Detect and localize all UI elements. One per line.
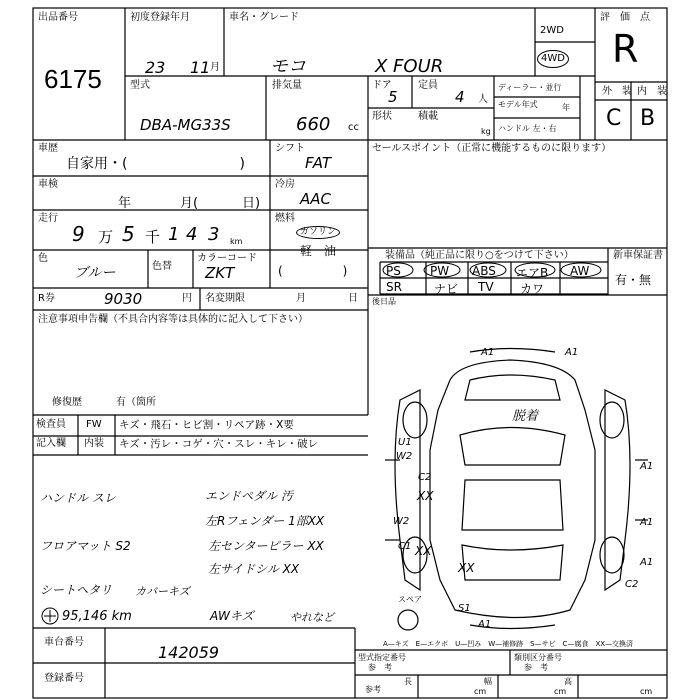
mark-a1-bottom: A1 (478, 619, 492, 630)
interior-value: B (640, 106, 656, 131)
inspection-month-unit: 月( (180, 196, 199, 211)
width-cm: cm (554, 687, 567, 696)
displacement-value: 660 (296, 114, 331, 135)
inspection-label: 車検 (38, 179, 58, 190)
fw-items: キズ・飛石・ヒビ割・リペア跡・X要 (119, 419, 294, 431)
equip-sr: SR (386, 280, 402, 294)
grade-label: 評 価 点 (600, 12, 650, 23)
mark-c2-rear: C2 (625, 579, 639, 590)
note-floormat: フロアマット S2 (40, 539, 131, 553)
color-value: ブルー (74, 265, 116, 281)
mileage-unit: km (230, 237, 243, 246)
history-value: 自家用・( ) (66, 156, 245, 172)
door-value: 5 (388, 88, 398, 106)
recycle-value: 9030 (104, 290, 143, 308)
note-steering: ハンドル スレ (40, 491, 116, 505)
recycle-label: R券 (38, 293, 55, 304)
inspector-label-1: 検査員 (36, 419, 66, 430)
drive-2wd: 2WD (540, 25, 564, 36)
lot-number: 6175 (44, 64, 102, 94)
mark-xx3: XX (458, 561, 475, 575)
equip-abs: ABS (472, 264, 496, 278)
reg-year: 23 (145, 58, 166, 77)
mark-c2: C2 (418, 472, 432, 483)
repair-label: 修復歴 (52, 397, 82, 408)
interior-label: 内 装 (637, 86, 667, 97)
equip-ps: PS (386, 264, 401, 278)
model-year-unit: 年 (562, 103, 570, 112)
mark-xx1: XX (417, 489, 434, 503)
capacity-label: 定員 (418, 80, 438, 91)
lot-label: 出品番号 (38, 12, 78, 23)
displacement-label: 排気量 (272, 80, 302, 91)
load-unit: kg (481, 127, 491, 136)
warranty-label: 新車保証書 (613, 250, 663, 261)
chassis-label: 車台番号 (44, 637, 84, 648)
mileage-d5: 3 (208, 224, 220, 245)
retrofit-label: 後日品 (372, 297, 396, 306)
name-change-month: 月 (296, 293, 306, 304)
mileage-d2: 5 (122, 222, 135, 246)
color-code-label: カラーコード (197, 253, 257, 264)
mark-u1: U1 (398, 437, 412, 448)
shape-label: 形状 (372, 111, 392, 122)
equip-leather: カワ (520, 282, 545, 296)
exterior-value: C (606, 106, 622, 131)
equip-pw: PW (430, 264, 450, 278)
mark-xx2: XX (415, 544, 432, 558)
grade-value: R (612, 27, 639, 71)
fw-label: FW (86, 419, 102, 430)
odometer-mark-icon (40, 606, 60, 626)
note-seat: シートヘタリ (40, 583, 113, 597)
fuel-light-oil: 軽 油 (300, 244, 337, 258)
length-cm: cm (474, 687, 487, 696)
mark-roof: 脱着 (512, 409, 539, 424)
mileage-d3: 1 (168, 224, 180, 245)
color-label: 色 (38, 253, 48, 264)
class-no-label: 類別区分番号 (514, 653, 562, 662)
inspector-label-2: 記入欄 (36, 438, 66, 449)
door-label: ドア (372, 80, 392, 91)
height-label: 高 (564, 677, 572, 686)
notes-label: 注意事項申告欄（不具合内容等は具体的に記入して下さい） (38, 314, 308, 325)
model-value: DBA-MG33S (140, 116, 231, 134)
sales-point-label: セールスポイント（正常に機能するものに限ります） (372, 143, 612, 154)
mileage-man: 万 (98, 228, 114, 246)
note-fender: 左Rフェンダー 1部XX (205, 514, 325, 528)
mark-a1-right-2: A1 (640, 517, 654, 528)
shift-label: シフト (275, 143, 305, 154)
equip-airbag: エアB (516, 266, 549, 280)
car-grade: X FOUR (375, 56, 444, 77)
equip-circles (380, 262, 608, 278)
fuel-paren: ( ) (278, 264, 348, 278)
mark-c1: C1 (398, 541, 412, 552)
height-cm: cm (640, 687, 653, 696)
reg-label: 初度登録年月 (130, 12, 190, 23)
mark-a1-top-left: A1 (481, 347, 495, 358)
reg-no-label: 登録番号 (44, 673, 84, 684)
fuel-value: ガソリン (296, 226, 340, 239)
note-sill: 左サイドシル XX (208, 562, 300, 576)
mark-a1-right-1: A1 (640, 461, 654, 472)
mileage-d4: 4 (186, 224, 198, 245)
chassis-value: 142059 (158, 643, 220, 662)
shift-value: FAT (305, 154, 332, 172)
mark-s1: S1 (458, 603, 471, 614)
size-ref-label: 参考 (365, 685, 381, 694)
equip-aw: AW (570, 264, 590, 278)
note-odometer: 95,146 km (62, 609, 132, 624)
handle-label: ハンドル 左・右 (498, 124, 557, 133)
car-name: モコ (270, 56, 306, 77)
exterior-label: 外 装 (602, 86, 632, 97)
car-label: 車名・グレード (229, 12, 299, 23)
inspection-day-unit: 日) (242, 196, 261, 211)
name-change-label: 名変期限 (205, 293, 245, 304)
history-label: 車歴 (38, 143, 58, 154)
note-aw: AWキズ (210, 609, 254, 623)
aircon-label: 冷房 (275, 179, 295, 190)
spare-label: スペア (398, 595, 422, 604)
equip-tv: TV (478, 280, 494, 294)
note-misc: やれなど (290, 611, 334, 624)
model-label: 型式 (130, 80, 150, 91)
inspection-year-unit: 年 (118, 196, 132, 211)
mark-w2b: W2 (393, 516, 410, 527)
reg-month-unit: 月 (210, 62, 220, 73)
type-no-label: 型式指定番号 (358, 653, 406, 662)
repaint-label: 色替 (152, 261, 172, 272)
model-year-label: モデル年式 (498, 100, 538, 109)
int-label: 内装 (84, 438, 104, 449)
capacity-value: 4 (455, 88, 465, 106)
load-label: 積載 (418, 111, 438, 122)
color-code-value: ZKT (205, 264, 235, 282)
equipment-label: 装備品（純正品に限り○をつけて下さい） (385, 250, 574, 261)
drive-4wd: 4WD (537, 50, 569, 68)
repair-value: 有（箇所 (116, 397, 156, 408)
note-pillar: 左センターピラー XX (208, 539, 324, 553)
mileage-sen: 千 (145, 228, 161, 246)
mark-a1-right-3: A1 (640, 557, 654, 568)
width-label: 幅 (484, 677, 492, 686)
reg-month: 11 (190, 58, 211, 77)
name-change-day: 日 (348, 293, 358, 304)
class-ref-label: 参 考 (524, 663, 548, 672)
recycle-unit: 円 (182, 293, 192, 304)
mark-w2a: W2 (396, 451, 413, 462)
mark-a1-top-right: A1 (565, 347, 579, 358)
note-cover: カバーキズ (135, 585, 190, 598)
capacity-unit: 人 (478, 94, 488, 105)
length-label: 長 (404, 677, 412, 686)
legend: A—キズ E—エクボ U—凹み W—補修跡 S—サビ C—腐食 XX—交換済 (383, 640, 634, 648)
warranty-value: 有・無 (615, 273, 652, 287)
note-pedal: エンドペダル 汚 (205, 489, 293, 503)
displacement-unit: cc (348, 122, 359, 133)
int-items: キズ・汚レ・コゲ・穴・スレ・キレ・破レ (119, 438, 319, 450)
mileage-d1: 9 (72, 222, 85, 246)
type-ref-label: 参 考 (368, 663, 392, 672)
dealer-label: ディーラー・並行 (498, 83, 562, 92)
aircon-value: AAC (300, 190, 331, 208)
mileage-label: 走行 (38, 213, 58, 224)
fuel-label: 燃料 (275, 213, 295, 224)
equip-navi: ナビ (434, 282, 459, 296)
